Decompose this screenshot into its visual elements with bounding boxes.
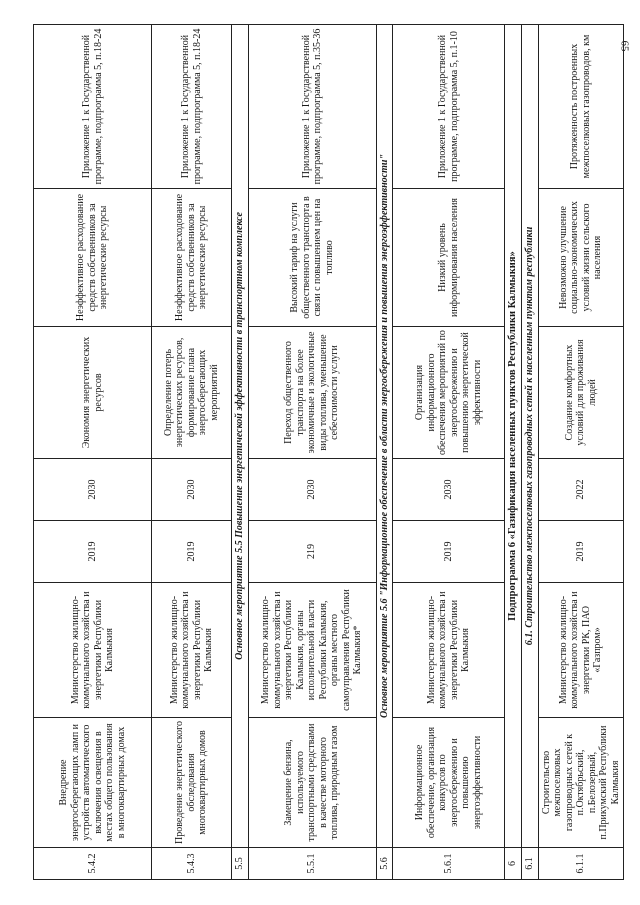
start-year: 2019 xyxy=(152,521,232,583)
section-title: 6.1. Строительство межпоселковых газопроводных сетей к населенным пунктам республики xyxy=(522,25,539,848)
measure-name: Замещение бензина, используемого транспортными средствами в качестве моторного топлива, природным газом xyxy=(248,718,376,848)
link: Приложение 1 к Государственной программе, подпрограмма 5, п.18-24 xyxy=(34,25,152,189)
end-year: 2030 xyxy=(393,459,505,521)
start-year: 2019 xyxy=(393,521,505,583)
table-row xyxy=(393,25,505,880)
executor: Министерство жилищно-коммунального хозяйства и энергетики Республики Калмыкия xyxy=(152,583,232,718)
link: Протяженность построенных межпоселковых газопроводов, км xyxy=(538,25,624,189)
expected-result: Переход общественного транспорта на более экономичные и экологичные виды топлива, уменьшение себестоимости услуги xyxy=(248,327,376,459)
measures-table xyxy=(33,24,624,880)
page-number: 65 xyxy=(618,40,631,52)
program-title: Подпрограмма 6 «Газификация населенных пунктов Республики Калмыкия» xyxy=(505,25,522,848)
section-title: Основное мероприятие 5.5 Повышение энергетической эффективности в транспортном комплексе xyxy=(232,25,249,848)
row-number: 5.5.1 xyxy=(248,848,376,880)
section-row xyxy=(376,25,393,880)
expected-result: Организация информационного обеспечения мероприятий по энергосбережению и повышению энергетической эффективности xyxy=(393,327,505,459)
table-row xyxy=(248,25,376,880)
measure-name: Информационное обеспечение, организация конкурсов по энергосбережению и повышению энергоэффективности xyxy=(393,718,505,848)
end-year: 2030 xyxy=(34,459,152,521)
measure-name: Проведение энергетического обследования многоквартирных домов xyxy=(152,718,232,848)
rotated-page xyxy=(33,25,621,880)
executor: Министерство жилищно-коммунального хозяйства и энергетики Республики Калмыкия xyxy=(393,583,505,718)
row-number: 5.4.3 xyxy=(152,848,232,880)
row-number: 5.6.1 xyxy=(393,848,505,880)
program-row xyxy=(505,25,522,880)
measure-name: Внедрение энергосберегающих ламп и устройств автоматического включения освещения в местах общего пользования в многоквартирных домах xyxy=(34,718,152,848)
executor: Министерство жилищно-коммунального хозяйства и энергетики Республики Калмыкия xyxy=(34,583,152,718)
executor: Министерство жилищно-коммунального хозяйства и энергетики РК, ПАО «Газпром» xyxy=(538,583,624,718)
expected-result: Создание комфортных условий для проживания людей xyxy=(538,327,624,459)
section-number: 6.1 xyxy=(522,848,539,880)
start-year: 219 xyxy=(248,521,376,583)
risk: Невозможно улучшение социально-экономических условий жизни сельского населения xyxy=(538,189,624,327)
expected-result: Экономия энергетических ресурсов xyxy=(34,327,152,459)
row-number: 5.4.2 xyxy=(34,848,152,880)
program-number: 6 xyxy=(505,848,522,880)
start-year: 2019 xyxy=(34,521,152,583)
executor: Министерство жилищно-коммунального хозяйства и энергетики Республики Калмыкия, органы исполнительной власти Республики Калмыкия, органы местного самоуправления Республики Калмыкия* xyxy=(248,583,376,718)
section-number: 5.5 xyxy=(232,848,249,880)
section-title: Основное мероприятие 5.6 "Информационное обеспечение в области энергосбережения и повышения энергоэффективности" xyxy=(376,25,393,848)
risk: Неэффективное расходование средств собственников за энергетические ресурсы xyxy=(34,189,152,327)
end-year: 2030 xyxy=(152,459,232,521)
expected-result: Определение потерь энергетических ресурсов, формирование плана энергосберегающих мероприятий xyxy=(152,327,232,459)
measure-name: Строительство межпоселковых газопроводных сетей к п.Октябрьский, п.Белозерный, п.Прикумский Республики Калмыкия xyxy=(538,718,624,848)
risk: Высокий тариф на услуги общественного транспорта в связи с повышением цен на топливо xyxy=(248,189,376,327)
section-row xyxy=(522,25,539,880)
link: Приложение 1 к Государственной программе, подпрограмма 5, п.35-36 xyxy=(248,25,376,189)
end-year: 2030 xyxy=(248,459,376,521)
risk: Низкий уровень информирования населения xyxy=(393,189,505,327)
section-row xyxy=(232,25,249,880)
start-year: 2019 xyxy=(538,521,624,583)
table-row xyxy=(538,25,624,880)
link: Приложение 1 к Государственной программе, подпрограмма 5, п.18-24 xyxy=(152,25,232,189)
risk: Неэффективное расходование средств собственников за энергетические ресурсы xyxy=(152,189,232,327)
section-number: 5.6 xyxy=(376,848,393,880)
link: Приложение 1 к Государственной программе, подпрограмма 5, п.1-10 xyxy=(393,25,505,189)
row-number: 6.1.1 xyxy=(538,848,624,880)
table-row xyxy=(34,25,152,880)
end-year: 2022 xyxy=(538,459,624,521)
table-row xyxy=(152,25,232,880)
